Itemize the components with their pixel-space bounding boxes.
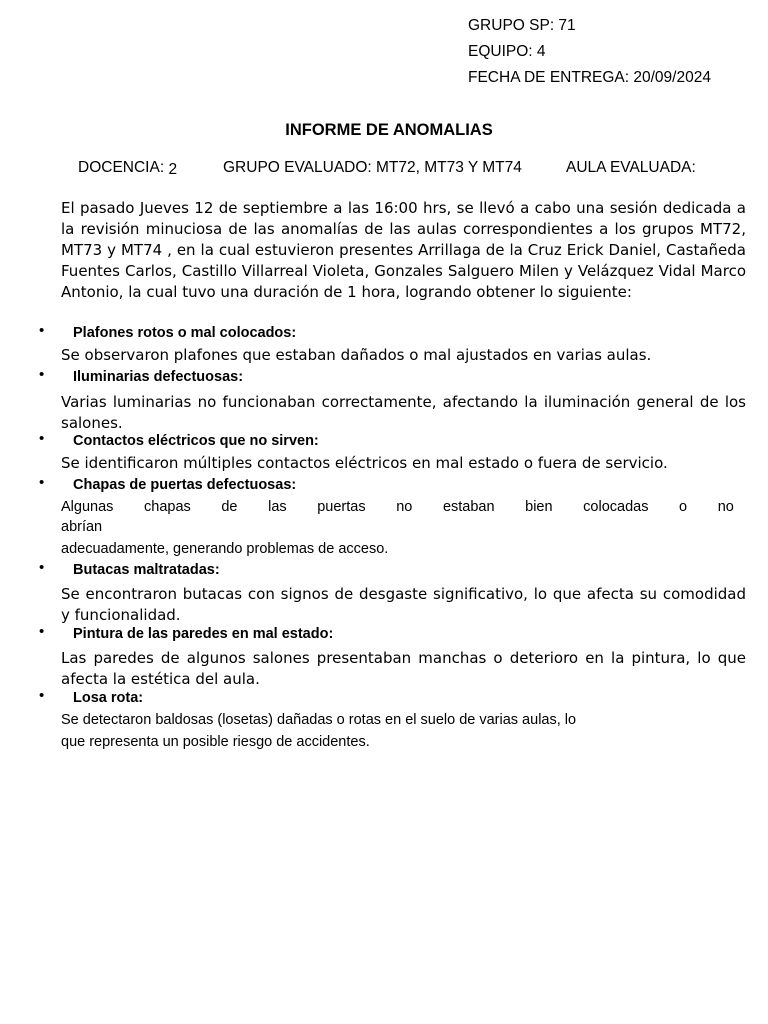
word: no: [717, 499, 734, 515]
intro-paragraph: El pasado Jueves 12 de septiembre a las 16:00 hrs, se llevó a cabo una sesión dedicada a la revisión minuciosa de las anomalías de las aulas correspondientes a los grupos MT72, MT73 y MT74 , en la cual estuvieron presentes Arrillaga de la Cruz Erick Daniel, Castañeda Fuentes Carlos, Castillo Villarreal Violeta, Gonzales Salguero Milen y Velázquez Vidal Marco Antonio, la cual tuvo una duración de 1 hora, logrando obtener lo siguiente:: [61, 199, 746, 301]
item-body-wrap: abrían: [61, 519, 103, 535]
word: estaban: [442, 499, 495, 515]
word: bien: [525, 499, 553, 515]
item-body-line1: Se detectaron baldosas (losetas) dañadas o rotas en el suelo de varias aulas, lo: [61, 712, 577, 728]
word: Algunas: [61, 499, 114, 515]
grupo-evaluado: GRUPO EVALUADO: MT72, MT73 Y MT74: [223, 159, 522, 176]
word: no: [396, 499, 413, 515]
grupo-sp: GRUPO SP: 71: [468, 17, 576, 34]
item-body: Se encontraron butacas con signos de desgaste significativo, lo que afecta su comodidad y funcionalidad.: [61, 585, 746, 624]
item-title: Contactos eléctricos que no sirven:: [73, 433, 319, 449]
item-title: Butacas maltratadas:: [73, 562, 220, 578]
bullet-icon: •: [39, 322, 45, 339]
bullet-icon: •: [39, 623, 45, 640]
bullet-icon: •: [39, 430, 45, 447]
item-body-line2: adecuadamente, generando problemas de acceso.: [61, 541, 389, 557]
item-body-line2: que representa un posible riesgo de accidentes.: [61, 734, 370, 750]
item-body: Las paredes de algunos salones presentaban manchas o deterioro en la pintura, lo que afecta la estética del aula.: [61, 649, 746, 688]
docencia-label: DOCENCIA:: [78, 159, 165, 176]
item-title: Iluminarias defectuosas:: [73, 369, 244, 385]
item-title: Plafones rotos o mal colocados:: [73, 325, 297, 341]
item-body: Se observaron plafones que estaban dañados o mal ajustados en varias aulas.: [61, 346, 652, 364]
docencia: [78, 159, 177, 177]
item-title: Losa rota:: [73, 690, 144, 706]
item-body-spread-line: [61, 499, 746, 515]
word: las: [268, 499, 287, 515]
bullet-icon: •: [39, 559, 45, 576]
aula-evaluada: AULA EVALUADA:: [566, 159, 696, 176]
item-title: Pintura de las paredes en mal estado:: [73, 626, 334, 642]
word: chapas: [144, 499, 191, 515]
bullet-icon: •: [39, 474, 45, 491]
docencia-value: 2: [168, 161, 178, 178]
item-body: Se identificaron múltiples contactos eléctricos en mal estado o fuera de servicio.: [61, 454, 668, 472]
word: puertas: [317, 499, 366, 515]
word: de: [221, 499, 238, 515]
bullet-icon: •: [39, 687, 45, 704]
item-title: Chapas de puertas defectuosas:: [73, 477, 297, 493]
fecha-entrega: FECHA DE ENTREGA: 20/09/2024: [468, 69, 711, 86]
item-body: Varias luminarias no funcionaban correctamente, afectando la iluminación general de los salones.: [61, 393, 746, 432]
document-title: INFORME DE ANOMALIAS: [285, 121, 493, 139]
word: o: [679, 499, 688, 515]
word: colocadas: [583, 499, 649, 515]
equipo: EQUIPO: 4: [468, 43, 546, 60]
bullet-icon: •: [39, 366, 45, 383]
